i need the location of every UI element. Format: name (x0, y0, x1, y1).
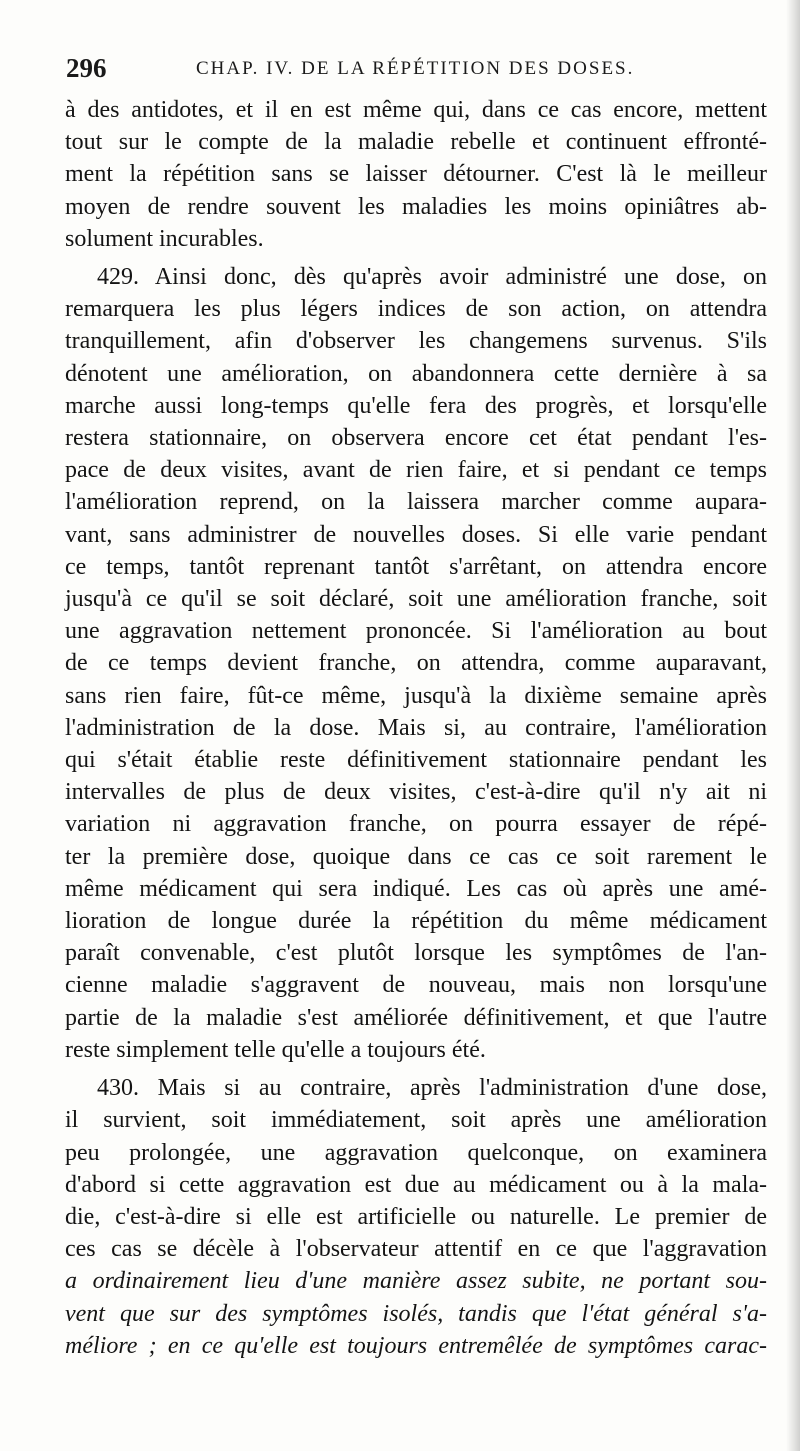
page-edge-shadow (786, 0, 800, 1451)
text-line: cienne maladie s'aggravent de nouveau, mais non lorsqu'une (65, 972, 767, 999)
text-line: restera stationnaire, on observera encore cet état pendant l'es- (65, 425, 767, 452)
paragraph-429 (65, 261, 767, 1066)
text-line: remarquera les plus légers indices de son action, on attendra (65, 296, 767, 323)
text-line: tout sur le compte de la maladie rebelle et continuent effronté- (65, 129, 767, 156)
body-text (65, 94, 767, 1368)
text-line: partie de la maladie s'est améliorée définitivement, et que l'autre (65, 1004, 767, 1031)
text-line: die, c'est-à-dire si elle est artificielle ou naturelle. Le premier de (65, 1203, 767, 1230)
text-line: dénotent une amélioration, on abandonnera cette dernière à sa (65, 360, 767, 387)
text-line: lioration de longue durée la répétition du même médicament (65, 908, 767, 935)
text-line: solument incurables. (65, 225, 264, 252)
text-line: a ordinairement lieu d'une manière assez subite, ne portant sou- (65, 1268, 767, 1295)
text-line: sans rien faire, fût-ce même, jusqu'à la dixième semaine après (65, 682, 767, 709)
text-line: marche aussi long-temps qu'elle fera des progrès, et lorsqu'elle (65, 392, 767, 419)
text-line: pace de deux visites, avant de rien faire, et si pendant ce temps (65, 457, 767, 484)
text-line: peu prolongée, une aggravation quelconque, on examinera (65, 1139, 767, 1166)
text-line: moyen de rendre souvent les maladies les moins opiniâtres ab- (65, 193, 767, 220)
text-line: vent que sur des symptômes isolés, tandis que l'état général s'a- (65, 1300, 767, 1327)
paragraph-continuation (65, 94, 767, 255)
text-line: l'administration de la dose. Mais si, au contraire, l'amélioration (65, 714, 767, 741)
page-header (66, 52, 766, 92)
text-line: méliore ; en ce qu'elle est toujours entremêlée de symptômes carac- (65, 1332, 767, 1359)
text-line: ment la répétition sans se laisser détourner. C'est là le meilleur (65, 161, 767, 188)
text-line: à des antidotes, et il en est même qui, dans ce cas encore, mettent (65, 97, 767, 123)
text-line: 429. Ainsi donc, dès qu'après avoir administré une dose, on (97, 264, 767, 291)
text-line: paraît convenable, c'est plutôt lorsque les symptômes de l'an- (65, 940, 767, 967)
text-line: même médicament qui sera indiqué. Les cas où après une amé- (65, 875, 767, 902)
text-line: intervalles de plus de deux visites, c'est-à-dire qu'il n'y ait ni (65, 779, 767, 806)
paragraph-430 (65, 1072, 767, 1362)
text-line: de ce temps devient franche, on attendra, comme auparavant, (65, 650, 767, 677)
text-line: jusqu'à ce qu'il se soit déclaré, soit une amélioration franche, soit (65, 586, 767, 613)
text-line: qui s'était établie reste définitivement stationnaire pendant les (65, 747, 767, 774)
text-line: ter la première dose, quoique dans ce cas ce soit rarement le (65, 843, 767, 870)
text-line: vant, sans administrer de nouvelles doses. Si elle varie pendant (65, 521, 767, 548)
text-line: variation ni aggravation franche, on pourra essayer de répé- (65, 811, 767, 838)
text-line: ces cas se décèle à l'observateur attentif en ce que l'aggravation (65, 1236, 767, 1263)
text-line: ce temps, tantôt reprenant tantôt s'arrêtant, on attendra encore (65, 553, 767, 580)
text-line: il survient, soit immédiatement, soit après une amélioration (65, 1107, 767, 1134)
text-line: tranquillement, afin d'observer les changemens survenus. S'ils (65, 328, 767, 355)
text-line: une aggravation nettement prononcée. Si l'amélioration au bout (65, 618, 767, 645)
text-line: d'abord si cette aggravation est due au médicament ou à la mala- (65, 1171, 767, 1198)
running-head: CHAP. IV. DE LA RÉPÉTITION DES DOSES. (196, 58, 635, 79)
text-line: l'amélioration reprend, on la laissera marcher comme aupara- (65, 489, 767, 516)
page-number: 296 (66, 53, 107, 83)
text-line: 430. Mais si au contraire, après l'administration d'une dose, (97, 1075, 767, 1102)
text-line: reste simplement telle qu'elle a toujours été. (65, 1036, 486, 1063)
